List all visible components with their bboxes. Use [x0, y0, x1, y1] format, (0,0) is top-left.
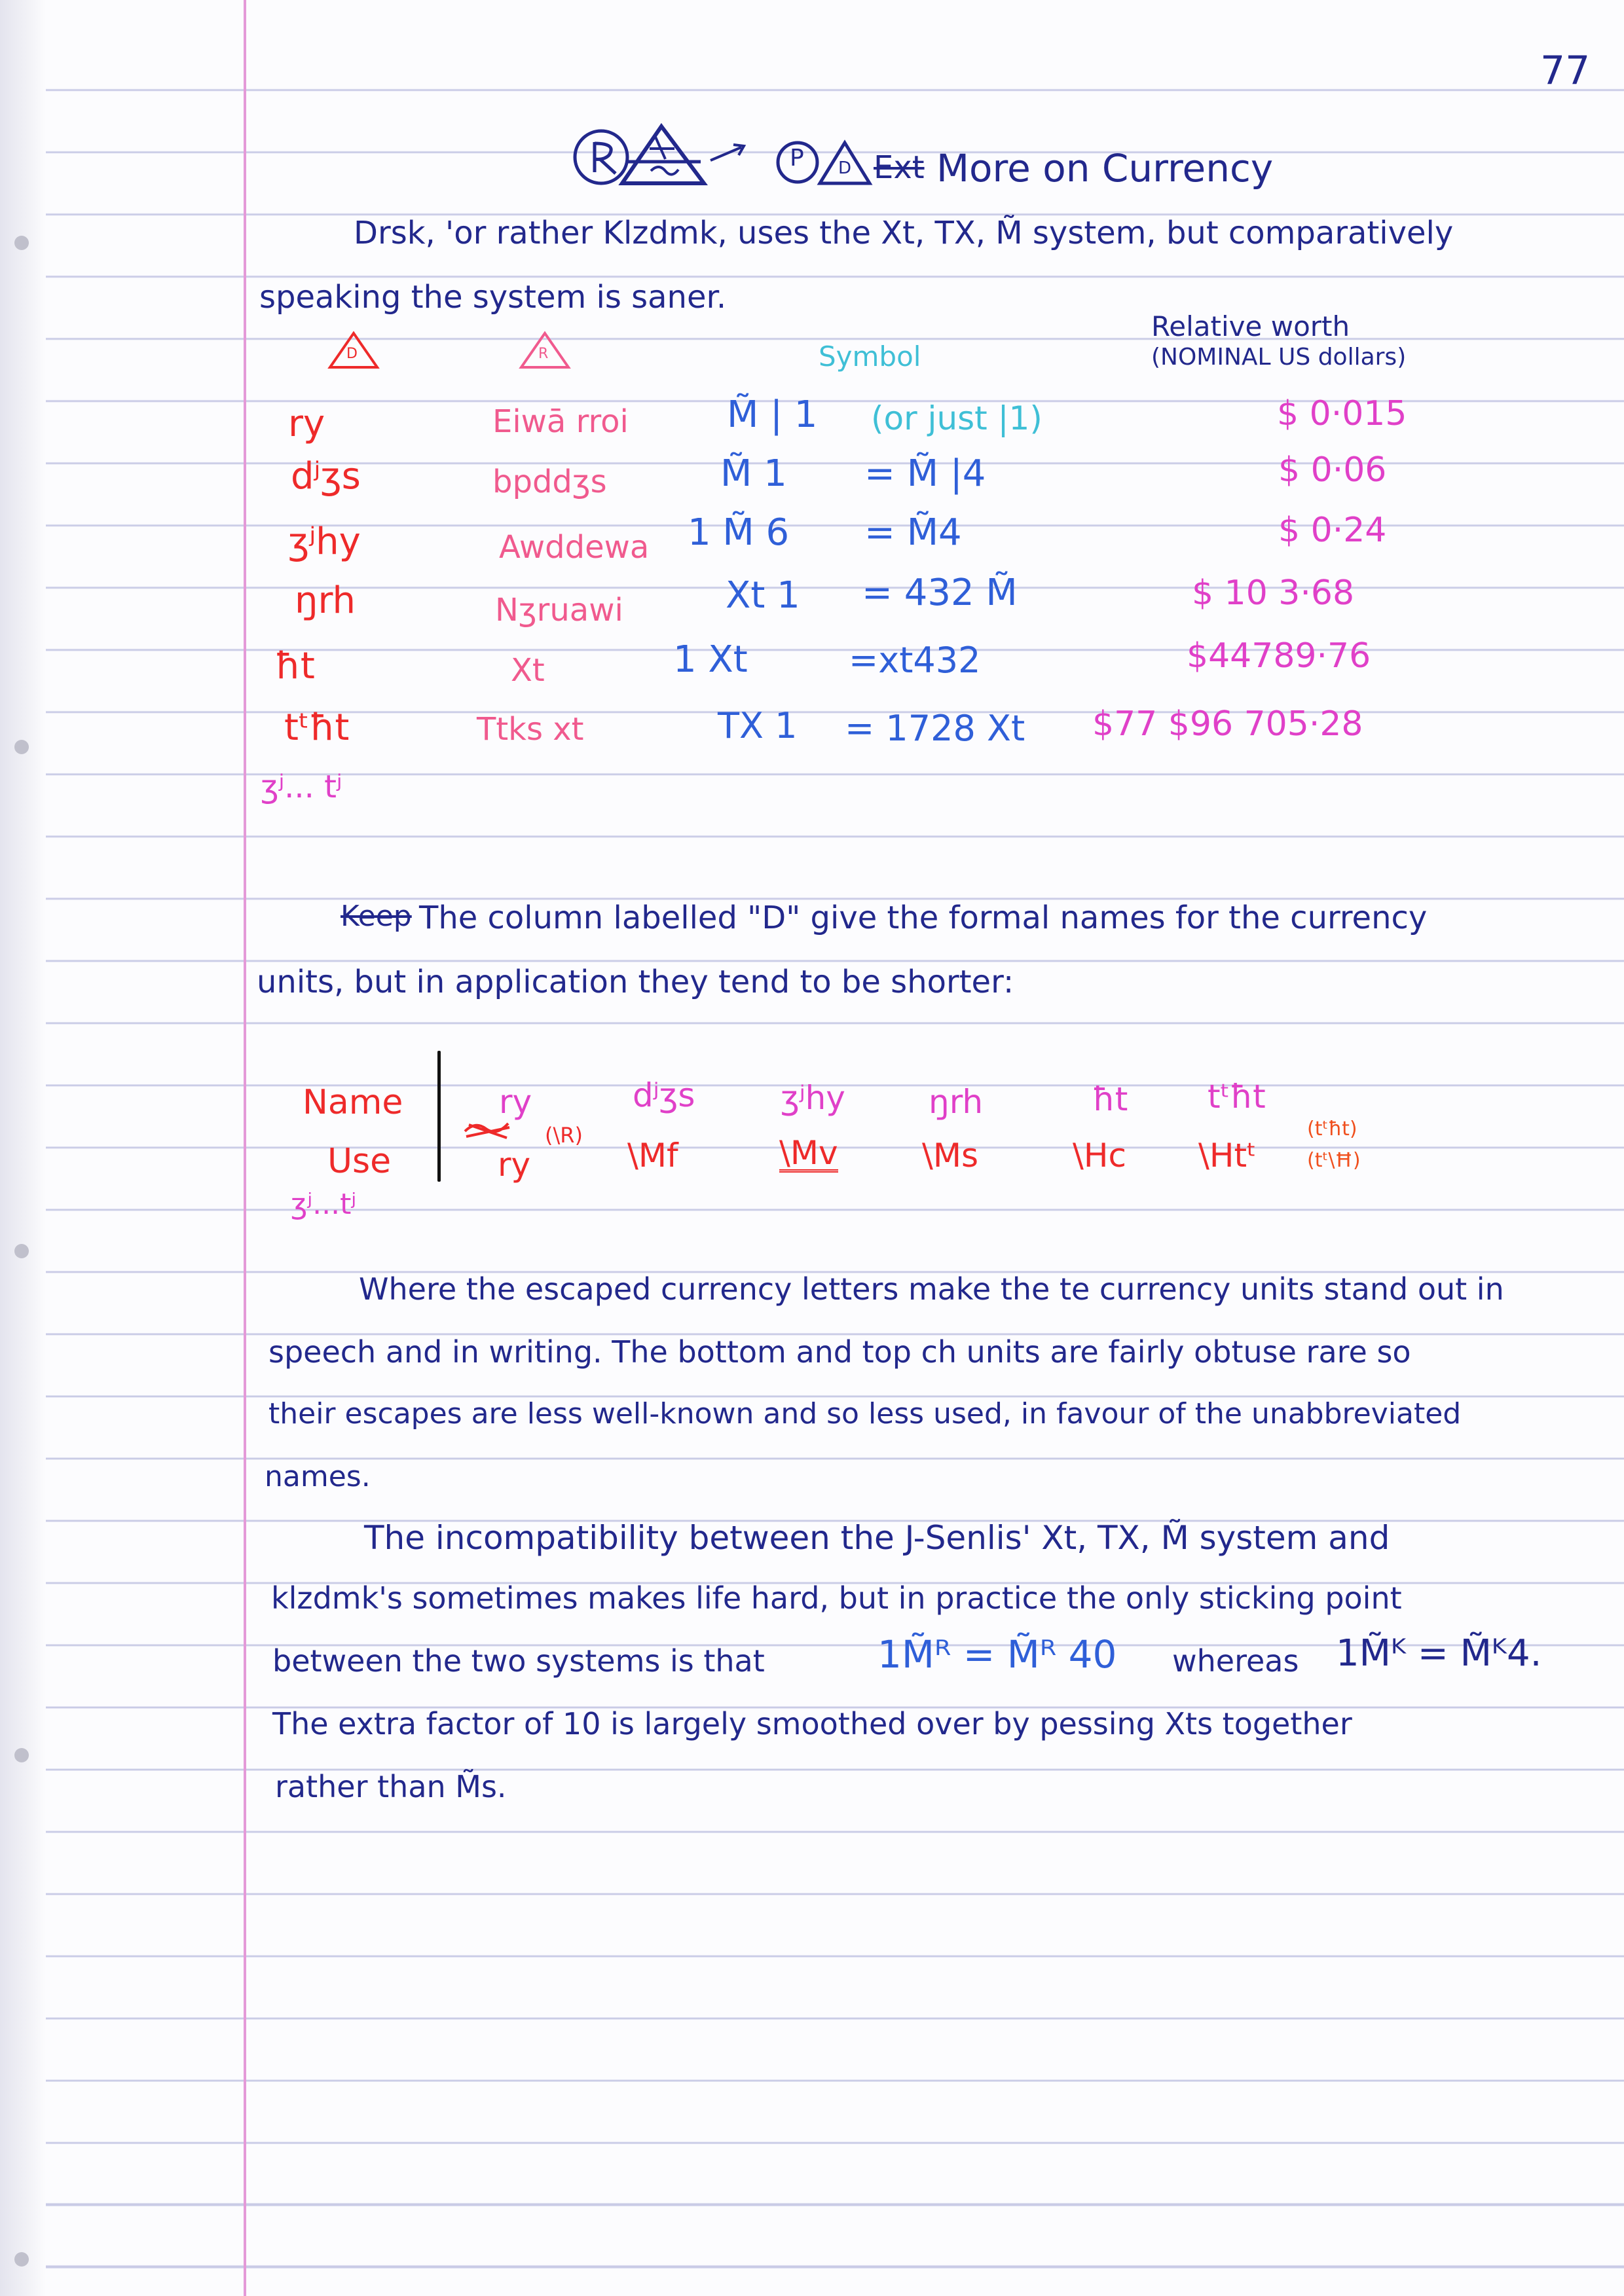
para1-line-1: The column labelled "D" give the formal names for the currency — [419, 900, 1428, 936]
usage-use-note: (\R) — [545, 1123, 583, 1148]
row-1-d: ry — [288, 403, 325, 445]
para2-line-1: Where the escaped currency letters make the te currency units stand out in — [359, 1271, 1504, 1307]
usage-alt-note-1: (tᵗħt) — [1307, 1118, 1357, 1140]
para3-formula-1: 1M̃ᴿ = M̃ᴿ 40 — [877, 1632, 1117, 1677]
usage-use-2: \Mf — [627, 1137, 678, 1175]
usage-use-label: Use — [327, 1142, 392, 1181]
row-4-r: Nʒruawi — [495, 592, 623, 629]
row-3-r: Awddewa — [499, 529, 650, 566]
page-number: 77 — [1540, 48, 1591, 94]
col-r-header: R — [538, 346, 549, 362]
row-3-worth: $ 0·24 — [1278, 511, 1387, 550]
heading-symbol-icon — [570, 121, 766, 193]
para3-line-3b: whereas — [1172, 1643, 1299, 1679]
usage-use-1: ry — [498, 1146, 531, 1184]
row-1-r: Eiwā rroi — [492, 403, 629, 440]
para1-struck-word: Keep — [341, 900, 412, 933]
usage-alt-note-2: (tᵗ\Ħ) — [1307, 1149, 1361, 1172]
row-5-r: Xt — [511, 652, 545, 689]
heading-tag-p: P — [790, 145, 804, 172]
row-5-symbol: 1 Xt — [673, 638, 748, 681]
heading-title: More on Currency — [936, 146, 1274, 191]
row-3-d: ʒʲhy — [288, 520, 361, 563]
para1-line-2: units, but in application they tend to be shorter: — [257, 964, 1014, 1000]
symbol-header: Symbol — [819, 340, 921, 373]
row-4-d: ŋrh — [295, 579, 356, 622]
heading-struck-word: Ext — [874, 149, 925, 186]
intro-line-1: Drsk, 'or rather Klzdmk, uses the Xt, TX, M̃ system, but comparatively — [354, 215, 1454, 251]
para3-line-2: klzdmk's sometimes makes life hard, but in practice the only sticking point — [271, 1580, 1402, 1616]
para3-line-3a: between the two systems is that — [272, 1643, 765, 1679]
para2-line-3: their escapes are less well-known and so less used, in favour of the unabbreviated — [268, 1397, 1462, 1430]
usage-use-6: \Htᵗ — [1198, 1137, 1257, 1175]
row-2-symbol: M̃ 1 — [720, 452, 787, 495]
intro-line-2: speaking the system is saner. — [259, 279, 727, 316]
para2-line-4: names. — [265, 1460, 371, 1493]
col-d-header: D — [346, 346, 358, 362]
scribble-mark — [462, 1118, 515, 1142]
usage-name-label: Name — [303, 1083, 403, 1122]
usage-name-3: ʒʲhy — [781, 1079, 845, 1117]
usage-use-3: \Mv — [779, 1134, 838, 1172]
usage-name-5: ħt — [1092, 1080, 1128, 1118]
para3-line-5: rather than M̃s. — [275, 1769, 507, 1804]
row-5-d: ħt — [275, 645, 315, 687]
usage-name-2: dʲʒs — [633, 1076, 695, 1114]
row-1-worth: $ 0·015 — [1277, 394, 1407, 433]
heading-tag-d: D — [838, 158, 852, 178]
usage-name-1: ry — [499, 1083, 532, 1121]
row-6-d: tᵗħt — [284, 706, 350, 749]
para3-line-4: The extra factor of 10 is largely smoothed over by pessing Xts together — [272, 1706, 1352, 1741]
heading-tag-icons — [773, 137, 871, 190]
row-1-eq: (or just |1) — [871, 399, 1043, 437]
row-3-eq: = M̃4 — [864, 511, 962, 554]
usage-footnote: ʒʲ...tʲ — [291, 1188, 357, 1221]
row-4-worth: $ 10 3·68 — [1192, 574, 1355, 613]
binding-hole — [14, 2252, 29, 2267]
row-4-eq: = 432 M̃ — [862, 572, 1018, 614]
row-1-symbol: M̃ | 1 — [727, 393, 818, 436]
binding-hole — [14, 1244, 29, 1258]
usage-use-5: \Hc — [1073, 1137, 1126, 1175]
binding-hole — [14, 236, 29, 250]
para3-line-1: The incompatibility between the J-Senlis' Xt, TX, M̃ system and — [364, 1519, 1390, 1557]
margin-line — [244, 0, 246, 2296]
binding-hole — [14, 740, 29, 754]
row-6-r: Ttks xt — [477, 711, 584, 748]
usage-name-4: ŋrh — [929, 1083, 984, 1121]
para2-line-2: speech and in writing. The bottom and top ch units are fairly obtuse rare so — [268, 1334, 1411, 1370]
row-4-symbol: Xt 1 — [726, 574, 800, 617]
page-binding — [0, 0, 46, 2296]
usage-table-divider — [437, 1051, 441, 1182]
row-2-d: dʲʒs — [291, 455, 361, 498]
row-2-worth: $ 0·06 — [1278, 450, 1387, 490]
row-6-eq: = 1728 Xt — [845, 708, 1025, 749]
row-3-symbol: 1 M̃ 6 — [688, 511, 790, 554]
row-6-symbol: TX 1 — [718, 705, 798, 746]
worth-header-line-2: (NOMINAL US dollars) — [1151, 344, 1407, 371]
row-5-eq: =xt432 — [849, 640, 981, 681]
row-2-r: bpddʒs — [492, 464, 607, 500]
row-5-worth: $44789·76 — [1187, 636, 1371, 676]
usage-name-6: tᵗħt — [1208, 1078, 1266, 1116]
worth-header-line-1: Relative worth — [1151, 310, 1350, 342]
binding-hole — [14, 1748, 29, 1762]
row-6-worth: $77 $96 705·28 — [1092, 704, 1363, 744]
row-2-eq: = M̃ |4 — [864, 452, 986, 495]
usage-use-4: \Ms — [922, 1137, 979, 1175]
table-footnote: ʒʲ... tʲ — [261, 769, 342, 805]
para3-formula-2: 1M̃ᴷ = M̃ᴷ4. — [1336, 1632, 1542, 1675]
